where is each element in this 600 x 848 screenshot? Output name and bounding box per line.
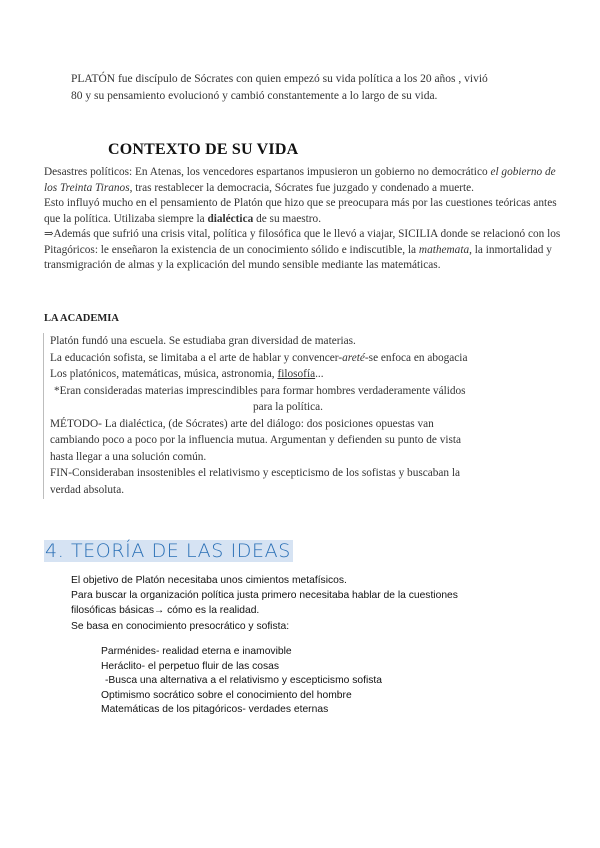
academia-line: Los platónicos, matemáticas, música, astronomia, filosofía... <box>50 368 324 380</box>
list-item: Parménides- realidad eterna e inamovible <box>101 646 292 657</box>
teoria-intro <box>71 573 551 634</box>
intro-line-1: PLATÓN fue discípulo de Sócrates con quien empezó su vida política a los 20 años , vivió <box>71 73 488 85</box>
contexto-paragraph-3: ⇒Además que sufrió una crisis vital, política y filosófica que le llevó a viajar, SICILIA donde se relacionó con los Pitagóricos: le enseñaron la existencia de un conocimiento sólido e indiscutible, la mathemata, la inmortalidad y transmigración de almas y la explicación del mundo sensible mediante las matemáticas. <box>44 228 561 271</box>
teoria-line: filosóficas básicas→ cómo es la realidad. <box>71 605 260 617</box>
teoria-line: Para buscar la organización política justa primero necesitaba hablar de la cuestiones <box>71 590 458 602</box>
academia-line: La educación sofista, se limitaba a el arte de hablar y convencer-areté-se enfoca en abogacia <box>50 351 468 364</box>
list-item: Optimismo socrático sobre el conocimiento del hombre <box>101 689 352 701</box>
list-item: Heráclito- el perpetuo fluir de las cosas <box>101 660 279 672</box>
academia-line: MÉTODO- La dialéctica, (de Sócrates) arte del diálogo: dos posiciones opuestas van <box>50 417 434 430</box>
teoria-heading: 4. TEORÍA DE LAS IDEAS <box>45 540 291 562</box>
contexto-body <box>44 165 564 274</box>
academia-line: Platón fundó una escuela. Se estudiaba gran diversidad de materias. <box>50 335 356 347</box>
contexto-heading: CONTEXTO DE SU VIDA <box>108 141 299 158</box>
intro-line-2: 80 y su pensamiento evolucionó y cambió constantemente a lo largo de su vida. <box>71 90 438 102</box>
list-item: -Busca una alternativa a el relativismo y escepticismo sofista <box>105 675 382 687</box>
academia-line: cambiando poco a poco por la influencia mutua. Argumentan y defienden su punto de vista <box>50 434 462 446</box>
teoria-line: El objetivo de Platón necesitaba unos cimientos metafísicos. <box>71 575 347 586</box>
contexto-paragraph-1: Desastres políticos: En Atenas, los vencedores espartanos impusieron un gobierno no democrático el gobierno de los Treinta Tiranos, tras restablecer la democracia, Sócrates fue juzgado y condenado a muerte. <box>44 166 556 194</box>
list-item: Matemáticas de los pitagóricos- verdades eternas <box>101 704 329 716</box>
teoria-list <box>101 645 521 718</box>
academia-line: para la política. <box>253 401 323 413</box>
contexto-paragraph-2: Esto influyó mucho en el pensamiento de Platón que hizo que se preocupara más por las cuestiones teóricas antes que la política. Utilizaba siempre la dialéctica de su maestro. <box>44 197 557 225</box>
teoria-line: Se basa en conocimiento presocrático y sofista: <box>71 620 290 632</box>
academia-line: *Eran consideradas materias imprescindibles para formar hombres verdaderamente válidos <box>54 384 466 397</box>
academia-heading: LA ACADEMIA <box>44 313 119 324</box>
academia-line: hasta llegar a una solución común. <box>50 450 207 463</box>
academia-line: FIN-Consideraban insostenibles el relativismo y escepticismo de los sofistas y buscaban la <box>50 467 461 479</box>
academia-block <box>43 333 570 499</box>
intro-paragraph <box>71 71 541 105</box>
academia-line: verdad absoluta. <box>50 483 125 496</box>
